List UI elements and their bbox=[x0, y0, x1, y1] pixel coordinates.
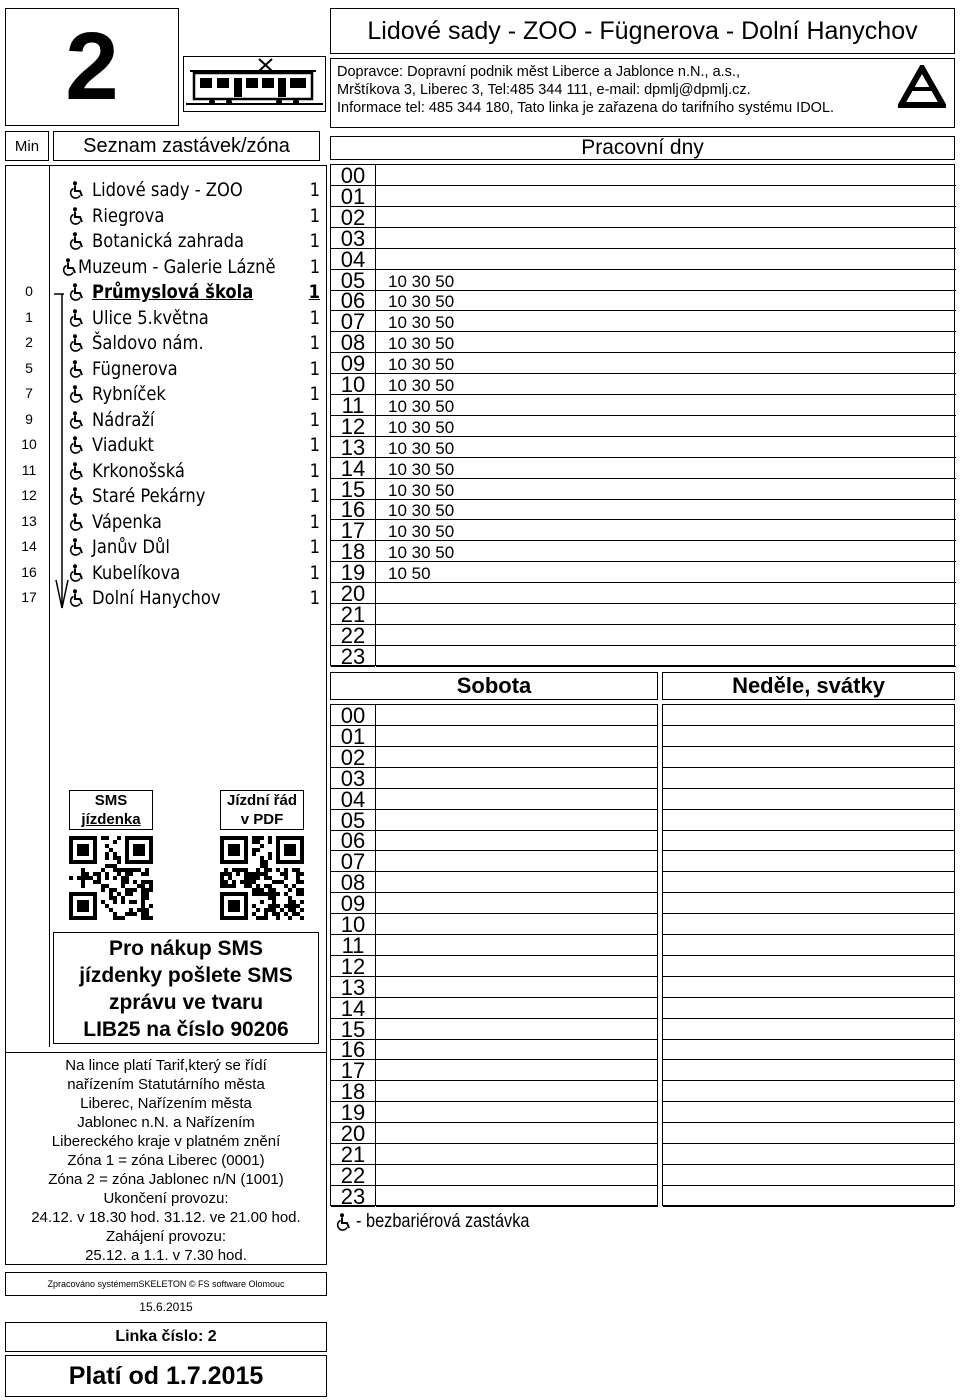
departure-minutes bbox=[376, 998, 658, 1019]
departure-minutes bbox=[663, 1144, 954, 1165]
hour-cell: 13 bbox=[331, 977, 375, 998]
departure-minutes: 10 30 50 bbox=[376, 458, 956, 479]
departure-minutes bbox=[663, 768, 954, 789]
hour-cell: 21 bbox=[331, 1144, 375, 1165]
stop-name: Viadukt bbox=[92, 434, 154, 456]
hour-cell: 11 bbox=[331, 395, 375, 416]
stop-zone: 1 bbox=[309, 332, 320, 354]
departure-minutes bbox=[376, 977, 658, 998]
departure-minutes bbox=[663, 956, 954, 977]
stop-zone: 1 bbox=[309, 485, 320, 507]
weekday-timetable bbox=[330, 163, 955, 669]
hour-cell: 17 bbox=[331, 1060, 375, 1081]
departure-minutes bbox=[376, 956, 658, 977]
sunday-header: Neděle, svátky bbox=[662, 672, 955, 700]
hour-cell: 10 bbox=[331, 914, 375, 935]
stop-zone: 1 bbox=[309, 459, 320, 482]
departure-minutes bbox=[663, 914, 954, 935]
stop-zone: 1 bbox=[309, 204, 320, 227]
stop-minute: 1 bbox=[25, 308, 33, 325]
stop-zone: 1 bbox=[309, 587, 320, 609]
saturday-grid bbox=[331, 703, 657, 1209]
hour-cell: 18 bbox=[331, 541, 375, 562]
hour-cell: 14 bbox=[331, 998, 375, 1019]
line-number-box bbox=[5, 8, 179, 126]
departure-minutes bbox=[376, 789, 658, 810]
departure-minutes bbox=[376, 646, 956, 667]
departure-minutes: 10 50 bbox=[376, 562, 956, 583]
departure-minutes: 10 30 50 bbox=[376, 270, 956, 291]
stop-minute: 11 bbox=[21, 461, 37, 478]
departure-minutes bbox=[663, 1165, 954, 1186]
stop-zone: 1 bbox=[308, 281, 320, 303]
departure-minutes bbox=[663, 935, 954, 956]
stop-name: Vápenka bbox=[92, 510, 162, 533]
hour-cell: 15 bbox=[331, 1019, 375, 1040]
operator-info bbox=[330, 58, 955, 128]
departure-minutes bbox=[663, 1186, 954, 1207]
departure-minutes bbox=[376, 228, 956, 249]
departure-minutes bbox=[663, 893, 954, 914]
route-title: Lidové sady - ZOO - Fügnerova - Dolní Hanychov bbox=[367, 16, 918, 45]
stop-row bbox=[62, 331, 320, 355]
departure-minutes bbox=[663, 1081, 954, 1102]
stop-zone: 1 bbox=[309, 561, 320, 584]
sms-instructions: Pro nákup SMS jízdenky pošlete SMS zprávu ve tvaru LIB25 na číslo 90206 bbox=[53, 932, 319, 1044]
stop-minute: 7 bbox=[25, 385, 33, 401]
hour-cell: 03 bbox=[331, 228, 375, 249]
stop-list bbox=[0, 178, 330, 618]
departure-minutes: 10 30 50 bbox=[376, 416, 956, 437]
stop-minute: 5 bbox=[25, 359, 33, 376]
departure-minutes bbox=[663, 1060, 954, 1081]
stop-row bbox=[62, 382, 320, 406]
stop-row bbox=[62, 408, 320, 432]
stop-zone: 1 bbox=[309, 408, 320, 431]
hour-cell: 23 bbox=[331, 646, 375, 667]
hour-cell: 06 bbox=[331, 830, 375, 851]
hour-cell: 16 bbox=[331, 499, 375, 520]
departure-minutes: 10 30 50 bbox=[376, 479, 956, 500]
tram-icon bbox=[184, 57, 325, 111]
stops-header: Seznam zastávek/zóna bbox=[53, 131, 320, 161]
stop-name: Riegrova bbox=[92, 204, 165, 227]
stop-row bbox=[62, 280, 320, 304]
departure-minutes bbox=[376, 1019, 658, 1040]
stop-zone: 1 bbox=[309, 306, 320, 329]
stop-row bbox=[62, 433, 320, 457]
tariff-info: Na lince platí Tarif,který se řídí nařízením Statutárního města Liberec, Nařízením města Jablonec n.N. a Nařízením Libereckého kraje v platném znění Zóna 1 = zóna Liberec (0001) Zóna 2 = zóna Jablonec n/N (1001) Ukončení provozu: 24.12. v 18.30 hod. 31.12. ve 21.00 hod. Zahájení provozu: 25.12. a 1.1. v 7.30 hod. bbox=[31, 1057, 301, 1264]
stop-minute: 16 bbox=[21, 563, 37, 580]
tram-logo-box bbox=[183, 56, 326, 112]
departure-minutes: 10 30 50 bbox=[376, 374, 956, 395]
departure-minutes bbox=[376, 872, 658, 893]
departure-minutes bbox=[376, 914, 658, 935]
wheelchair-icon bbox=[336, 1213, 352, 1231]
departure-minutes: 10 30 50 bbox=[376, 520, 956, 541]
departure-minutes bbox=[663, 789, 954, 810]
min-header: Min bbox=[5, 131, 49, 161]
departure-minutes bbox=[376, 768, 658, 789]
hour-cell: 09 bbox=[331, 353, 375, 374]
hour-cell: 23 bbox=[331, 1186, 375, 1207]
hour-cell: 12 bbox=[331, 416, 375, 437]
departure-minutes bbox=[376, 583, 956, 604]
departure-minutes bbox=[376, 705, 658, 726]
departure-minutes bbox=[376, 249, 956, 270]
tariff-divider bbox=[5, 1052, 327, 1053]
departure-minutes bbox=[663, 872, 954, 893]
hour-cell: 16 bbox=[331, 1039, 375, 1060]
wheelchair-icon bbox=[62, 232, 92, 250]
hour-cell: 19 bbox=[331, 562, 375, 583]
hour-cell: 20 bbox=[331, 583, 375, 604]
hour-cell: 05 bbox=[331, 270, 375, 291]
saturday-timetable bbox=[330, 703, 658, 1209]
hour-cell: 07 bbox=[331, 311, 375, 332]
operator-line: Mrštíkova 3, Liberec 3, Tel:485 344 111, e-mail: dpmlj@dpmlj.cz. bbox=[337, 82, 751, 98]
departure-minutes: 10 30 50 bbox=[376, 311, 956, 332]
hour-cell: 03 bbox=[331, 768, 375, 789]
stop-name: Dolní Hanychov bbox=[92, 587, 221, 609]
stop-row bbox=[62, 586, 320, 610]
hour-cell: 00 bbox=[331, 705, 375, 726]
hour-cell: 10 bbox=[331, 374, 375, 395]
stop-minute: 9 bbox=[25, 410, 33, 427]
stop-minute: 0 bbox=[25, 283, 33, 299]
hour-cell: 07 bbox=[331, 851, 375, 872]
stop-name: Šaldovo nám. bbox=[92, 332, 204, 354]
stop-name: Ulice 5.května bbox=[92, 306, 209, 329]
departure-minutes bbox=[376, 726, 658, 747]
stop-zone: 1 bbox=[309, 179, 320, 201]
weekday-grid bbox=[331, 163, 954, 669]
stop-name: Nádraží bbox=[92, 408, 155, 431]
departure-minutes bbox=[376, 207, 956, 228]
departure-minutes bbox=[376, 830, 658, 851]
departure-minutes bbox=[663, 998, 954, 1019]
hour-cell: 11 bbox=[331, 935, 375, 956]
stop-row bbox=[62, 204, 320, 228]
stop-zone: 1 bbox=[309, 434, 320, 456]
departure-minutes bbox=[663, 705, 954, 726]
departure-minutes bbox=[663, 810, 954, 831]
hour-cell: 17 bbox=[331, 520, 375, 541]
hour-cell: 21 bbox=[331, 604, 375, 625]
stop-minute: 12 bbox=[21, 487, 37, 503]
issue-date: 15.6.2015 bbox=[139, 1300, 193, 1314]
stop-zone: 1 bbox=[309, 230, 320, 252]
stop-name: Průmyslová škola bbox=[92, 281, 254, 303]
line-label: Linka číslo: 2 bbox=[5, 1322, 327, 1352]
operator-line: Dopravce: Dopravní podnik měst Liberce a Jablonce n.N., a.s., bbox=[337, 64, 740, 80]
wheelchair-icon bbox=[62, 207, 92, 225]
sunday-grid bbox=[663, 705, 954, 1205]
departure-minutes bbox=[663, 1123, 954, 1144]
stop-zone: 1 bbox=[309, 510, 320, 533]
stop-name: Janův Důl bbox=[92, 536, 170, 558]
departure-minutes bbox=[376, 893, 658, 914]
departure-minutes bbox=[376, 1081, 658, 1102]
pdf-timetable-qr-code[interactable] bbox=[220, 836, 304, 920]
stop-minute: 13 bbox=[21, 512, 37, 529]
departure-minutes: 10 30 50 bbox=[376, 290, 956, 311]
stop-row bbox=[62, 484, 320, 508]
valid-from: Platí od 1.7.2015 bbox=[5, 1355, 327, 1397]
stop-row bbox=[62, 178, 320, 202]
hour-cell: 06 bbox=[331, 290, 375, 311]
sunday-timetable bbox=[662, 704, 955, 1206]
departure-minutes bbox=[376, 1123, 658, 1144]
hour-cell: 08 bbox=[331, 332, 375, 353]
weekdays-header: Pracovní dny bbox=[330, 136, 955, 160]
stop-row bbox=[62, 255, 320, 279]
departure-minutes bbox=[376, 625, 956, 646]
hour-cell: 02 bbox=[331, 747, 375, 768]
hour-cell: 04 bbox=[331, 249, 375, 270]
departure-minutes bbox=[376, 1165, 658, 1186]
stop-name: Kubelíkova bbox=[92, 561, 181, 584]
sms-ticket-label: SMS jízdenka bbox=[69, 790, 153, 830]
departure-minutes: 10 30 50 bbox=[376, 332, 956, 353]
hour-cell: 12 bbox=[331, 956, 375, 977]
stop-row bbox=[62, 306, 320, 330]
stop-zone: 1 bbox=[309, 383, 320, 405]
hour-cell: 22 bbox=[331, 625, 375, 646]
hour-cell: 02 bbox=[331, 207, 375, 228]
stop-zone: 1 bbox=[309, 536, 320, 558]
departure-minutes bbox=[376, 1060, 658, 1081]
departure-minutes bbox=[663, 1039, 954, 1060]
departure-minutes bbox=[376, 1039, 658, 1060]
route-title-box bbox=[330, 8, 955, 54]
stop-row bbox=[62, 535, 320, 559]
stop-name: Krkonošská bbox=[92, 459, 185, 482]
hour-cell: 09 bbox=[331, 893, 375, 914]
wheelchair-icon bbox=[62, 181, 92, 199]
hour-cell: 15 bbox=[331, 479, 375, 500]
sms-ticket-qr-code[interactable] bbox=[69, 836, 153, 920]
operator-line: Informace tel: 485 344 180, Tato linka je zařazena do tarifního systému IDOL. bbox=[337, 100, 835, 116]
hour-cell: 05 bbox=[331, 810, 375, 831]
stop-minute: 10 bbox=[21, 436, 37, 452]
wheelchair-icon bbox=[62, 258, 78, 276]
hour-cell: 18 bbox=[331, 1081, 375, 1102]
stop-name: Staré Pekárny bbox=[92, 485, 206, 507]
departure-minutes bbox=[663, 1019, 954, 1040]
stop-row bbox=[62, 459, 320, 483]
stop-name: Muzeum - Galerie Lázně bbox=[78, 255, 276, 278]
hour-cell: 22 bbox=[331, 1165, 375, 1186]
processed-by: Zpracováno systémemSKELETON © FS software Olomouc bbox=[5, 1272, 327, 1296]
stop-name: Rybníček bbox=[92, 383, 166, 405]
departure-minutes bbox=[663, 830, 954, 851]
departure-minutes bbox=[376, 935, 658, 956]
departure-minutes: 10 30 50 bbox=[376, 353, 956, 374]
departure-minutes bbox=[376, 1144, 658, 1165]
stop-name: Fügnerova bbox=[92, 357, 178, 380]
stop-minute: 2 bbox=[25, 334, 33, 350]
stop-row bbox=[62, 510, 320, 534]
hour-cell: 00 bbox=[331, 165, 375, 186]
stop-minute: 17 bbox=[21, 589, 37, 605]
stop-row bbox=[62, 229, 320, 253]
departure-minutes bbox=[663, 726, 954, 747]
saturday-header: Sobota bbox=[330, 672, 658, 700]
hour-cell: 19 bbox=[331, 1102, 375, 1123]
departure-minutes bbox=[376, 851, 658, 872]
hour-cell: 14 bbox=[331, 458, 375, 479]
departure-minutes bbox=[663, 1102, 954, 1123]
stop-zone: 1 bbox=[309, 357, 320, 380]
departure-minutes bbox=[376, 810, 658, 831]
stop-minute: 14 bbox=[21, 538, 37, 554]
departure-minutes bbox=[663, 977, 954, 998]
departure-minutes bbox=[376, 747, 658, 768]
hour-cell: 04 bbox=[331, 789, 375, 810]
departure-minutes: 10 30 50 bbox=[376, 541, 956, 562]
departure-minutes bbox=[376, 1102, 658, 1123]
stop-row bbox=[62, 561, 320, 585]
pdf-timetable-label: Jízdní řád v PDF bbox=[220, 790, 304, 830]
departure-minutes bbox=[376, 1186, 658, 1207]
departure-minutes bbox=[376, 186, 956, 207]
hour-cell: 01 bbox=[331, 186, 375, 207]
departure-minutes: 10 30 50 bbox=[376, 499, 956, 520]
departure-minutes bbox=[663, 747, 954, 768]
stop-zone: 1 bbox=[309, 255, 320, 278]
departure-minutes bbox=[376, 604, 956, 625]
departure-minutes bbox=[376, 165, 956, 186]
hour-cell: 08 bbox=[331, 872, 375, 893]
direction-arrow-icon bbox=[52, 282, 72, 612]
departure-minutes: 10 30 50 bbox=[376, 395, 956, 416]
hour-cell: 13 bbox=[331, 437, 375, 458]
stop-row bbox=[62, 357, 320, 381]
hour-cell: 01 bbox=[331, 726, 375, 747]
legend: - bezbariérová zastávka bbox=[336, 1210, 558, 1234]
stop-name: Lidové sady - ZOO bbox=[92, 179, 243, 201]
departure-minutes: 10 30 50 bbox=[376, 437, 956, 458]
line-number: 2 bbox=[65, 13, 119, 120]
departure-minutes bbox=[663, 851, 954, 872]
stop-name: Botanická zahrada bbox=[92, 230, 244, 252]
idol-logo-icon bbox=[898, 65, 946, 109]
hour-cell: 20 bbox=[331, 1123, 375, 1144]
